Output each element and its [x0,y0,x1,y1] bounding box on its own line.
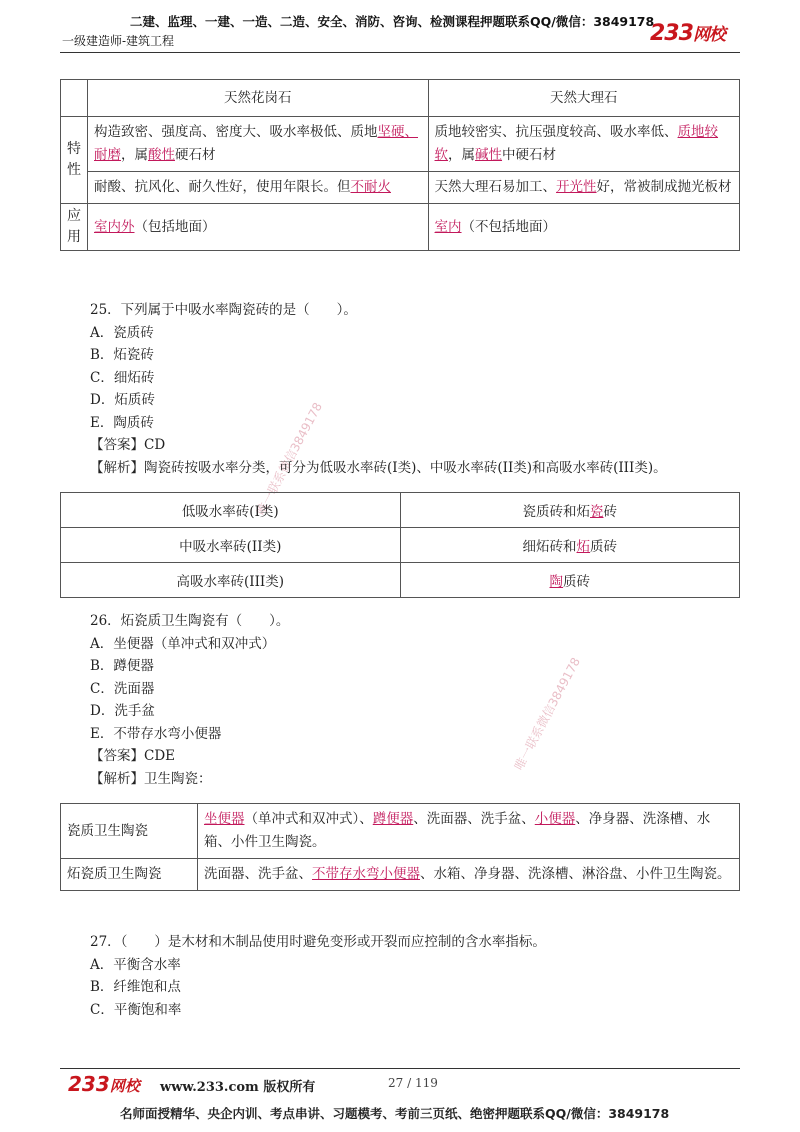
row-label: 瓷质卫生陶瓷 [61,804,198,859]
table-row [61,204,740,251]
cell-text: 、净身器、洗涤槽、水箱、小件卫生陶瓷。 [204,811,711,850]
cell-text: 砖 [603,504,617,520]
cell-text: 洗面器、洗手盆、 [204,866,312,882]
row-label-properties: 特 性 [61,117,88,204]
table-row [61,493,740,528]
granite-properties-cell [88,117,429,172]
answer: 【答案】CDE [90,748,176,764]
highlight-text: 小便器 [534,811,576,827]
highlight-text: 陶 [549,574,563,590]
question-stem: 27．（ ）是木材和木制品使用时避免变形或开裂而应控制的含水率指标。 [90,934,546,950]
stone-comparison-table [60,79,740,251]
cell-text: （单冲式和双冲式）、 [244,811,373,827]
header-contact-line: 二建、监理、一建、一造、二造、安全、消防、咨询、检测课程押题联系QQ/微信：3849178 [130,14,655,29]
table-cell: 中吸水率砖(II类) [61,528,401,563]
question-27 [90,931,546,1021]
logo-text: 网校 [692,25,725,45]
logo-text: 网校 [109,1077,140,1095]
answer: 【答案】CD [90,437,166,453]
highlight-text: 不耐火 [350,179,391,195]
analysis: 【解析】陶瓷砖按吸水率分类，可分为低吸水率砖(I类)、中吸水率砖(II类)和高吸水率砖(III类)。 [90,459,667,476]
option-b: B．炻瓷砖 [90,347,154,363]
table-row [61,528,740,563]
column-header-marble: 天然大理石 [428,80,739,117]
option-a: A．坐便器（单冲式和双冲式） [90,635,276,652]
highlight-text: 室内 [434,218,462,235]
cell-text: 瓷质砖和炻 [522,504,590,520]
highlight-text: 碱性 [475,147,503,163]
logo-number: 233 [650,21,693,46]
table-row [61,804,740,859]
highlight-text: 坐便器 [204,811,245,827]
marble-properties-cell [428,117,739,172]
document-subtitle: 一级建造师-建筑工程 [62,34,175,48]
option-e: E．不带存水弯小便器 [90,725,222,742]
option-c: C．平衡饱和率 [90,1001,182,1018]
question-25 [90,299,667,479]
tile-absorption-table [60,492,740,598]
option-d: D．洗手盆 [90,703,155,719]
granite-durability-cell [88,172,429,204]
table-cell [400,563,740,598]
option-c: C．细炻砖 [90,369,155,386]
analysis: 【解析】卫生陶瓷： [90,770,212,787]
cell-text: 构造致密、强度高、密度大、吸水率极低、质地 [94,124,378,140]
column-header-granite: 天然花岗石 [88,80,429,117]
cell-text: 中硬石材 [502,147,557,163]
cell-text: 硬石材 [175,147,216,163]
table-row [61,117,740,172]
page-number: 27 / 119 [388,1076,438,1090]
sanitary-ceramics-table [60,803,740,891]
highlight-text: 室内外 [94,218,135,235]
footer-logo [68,1072,140,1096]
table-cell [198,859,740,891]
cell-text: 、水箱、净身器、洗涤槽、淋浴盘、小件卫生陶瓷。 [420,866,731,882]
highlight-text: 坚硬、耐磨 [94,124,418,163]
marble-processing-cell [428,172,739,204]
highlight-text: 蹲便器 [372,811,414,827]
table-row [61,172,740,204]
option-b: B．纤维饱和点 [90,979,181,995]
question-stem: 25．下列属于中吸水率陶瓷砖的是（ ）。 [90,302,357,318]
watermark: 唯一联系微信3849178 [253,400,326,518]
table-row [61,80,740,117]
cell-text: 质地较密实、抗压强度较高、吸水率低、 [434,124,678,140]
highlight-text: 酸性 [148,147,175,163]
marble-application-cell [428,204,739,251]
question-stem: 26．炻瓷质卫生陶瓷有（ ）。 [90,613,290,629]
table-corner-cell [61,80,88,117]
table-cell: 低吸水率砖(I类) [61,493,401,528]
cell-text: 好，常被制成抛光板材 [596,179,732,195]
option-a: A．瓷质砖 [90,324,154,341]
cell-text: 、洗面器、洗手盆、 [413,811,535,827]
cell-text: （不包括地面） [461,218,557,235]
row-label: 炻瓷质卫生陶瓷 [61,859,198,891]
footer-divider [60,1068,740,1069]
cell-text: 质砖 [590,539,617,555]
cell-text: 耐酸、抗风化、耐久性好，使用年限长。但 [94,179,351,195]
highlight-text: 瓷 [590,504,604,520]
option-e: E．陶质砖 [90,414,154,431]
highlight-text: 开光性 [556,179,597,195]
option-d: D．炻质砖 [90,392,155,408]
footer-copyright: www.233.com 版权所有 [160,1080,316,1095]
option-b: B．蹲便器 [90,658,154,674]
highlight-text: 不带存水弯小便器 [312,866,420,882]
table-row [61,859,740,891]
brand-logo [650,20,725,46]
option-a: A．平衡含水率 [90,956,181,973]
watermark: 唯一联系微信3849178 [511,655,584,773]
logo-number: 233 [68,1072,110,1096]
table-cell [400,493,740,528]
cell-text: 质砖 [563,574,590,590]
footer-contact-line: 名师面授精华、央企内训、考点串讲、习题模考、考前三页纸、绝密押题联系QQ/微信：3849178 [120,1106,670,1121]
cell-text: （包括地面） [134,218,216,235]
cell-text: ，属 [121,147,148,163]
highlight-text: 炻 [576,539,590,555]
question-26 [90,610,289,790]
cell-text: 细炻砖和 [522,539,577,555]
row-label-application: 应 用 [61,204,88,251]
table-row [61,563,740,598]
granite-application-cell [88,204,429,251]
highlight-text: 质地较软 [434,124,719,163]
table-cell: 高吸水率砖(III类) [61,563,401,598]
header-divider [60,52,740,53]
table-cell [400,528,740,563]
table-cell [198,804,740,859]
option-c: C．洗面器 [90,680,155,697]
cell-text: ，属 [448,147,476,163]
cell-text: 天然大理石易加工、 [434,179,557,195]
